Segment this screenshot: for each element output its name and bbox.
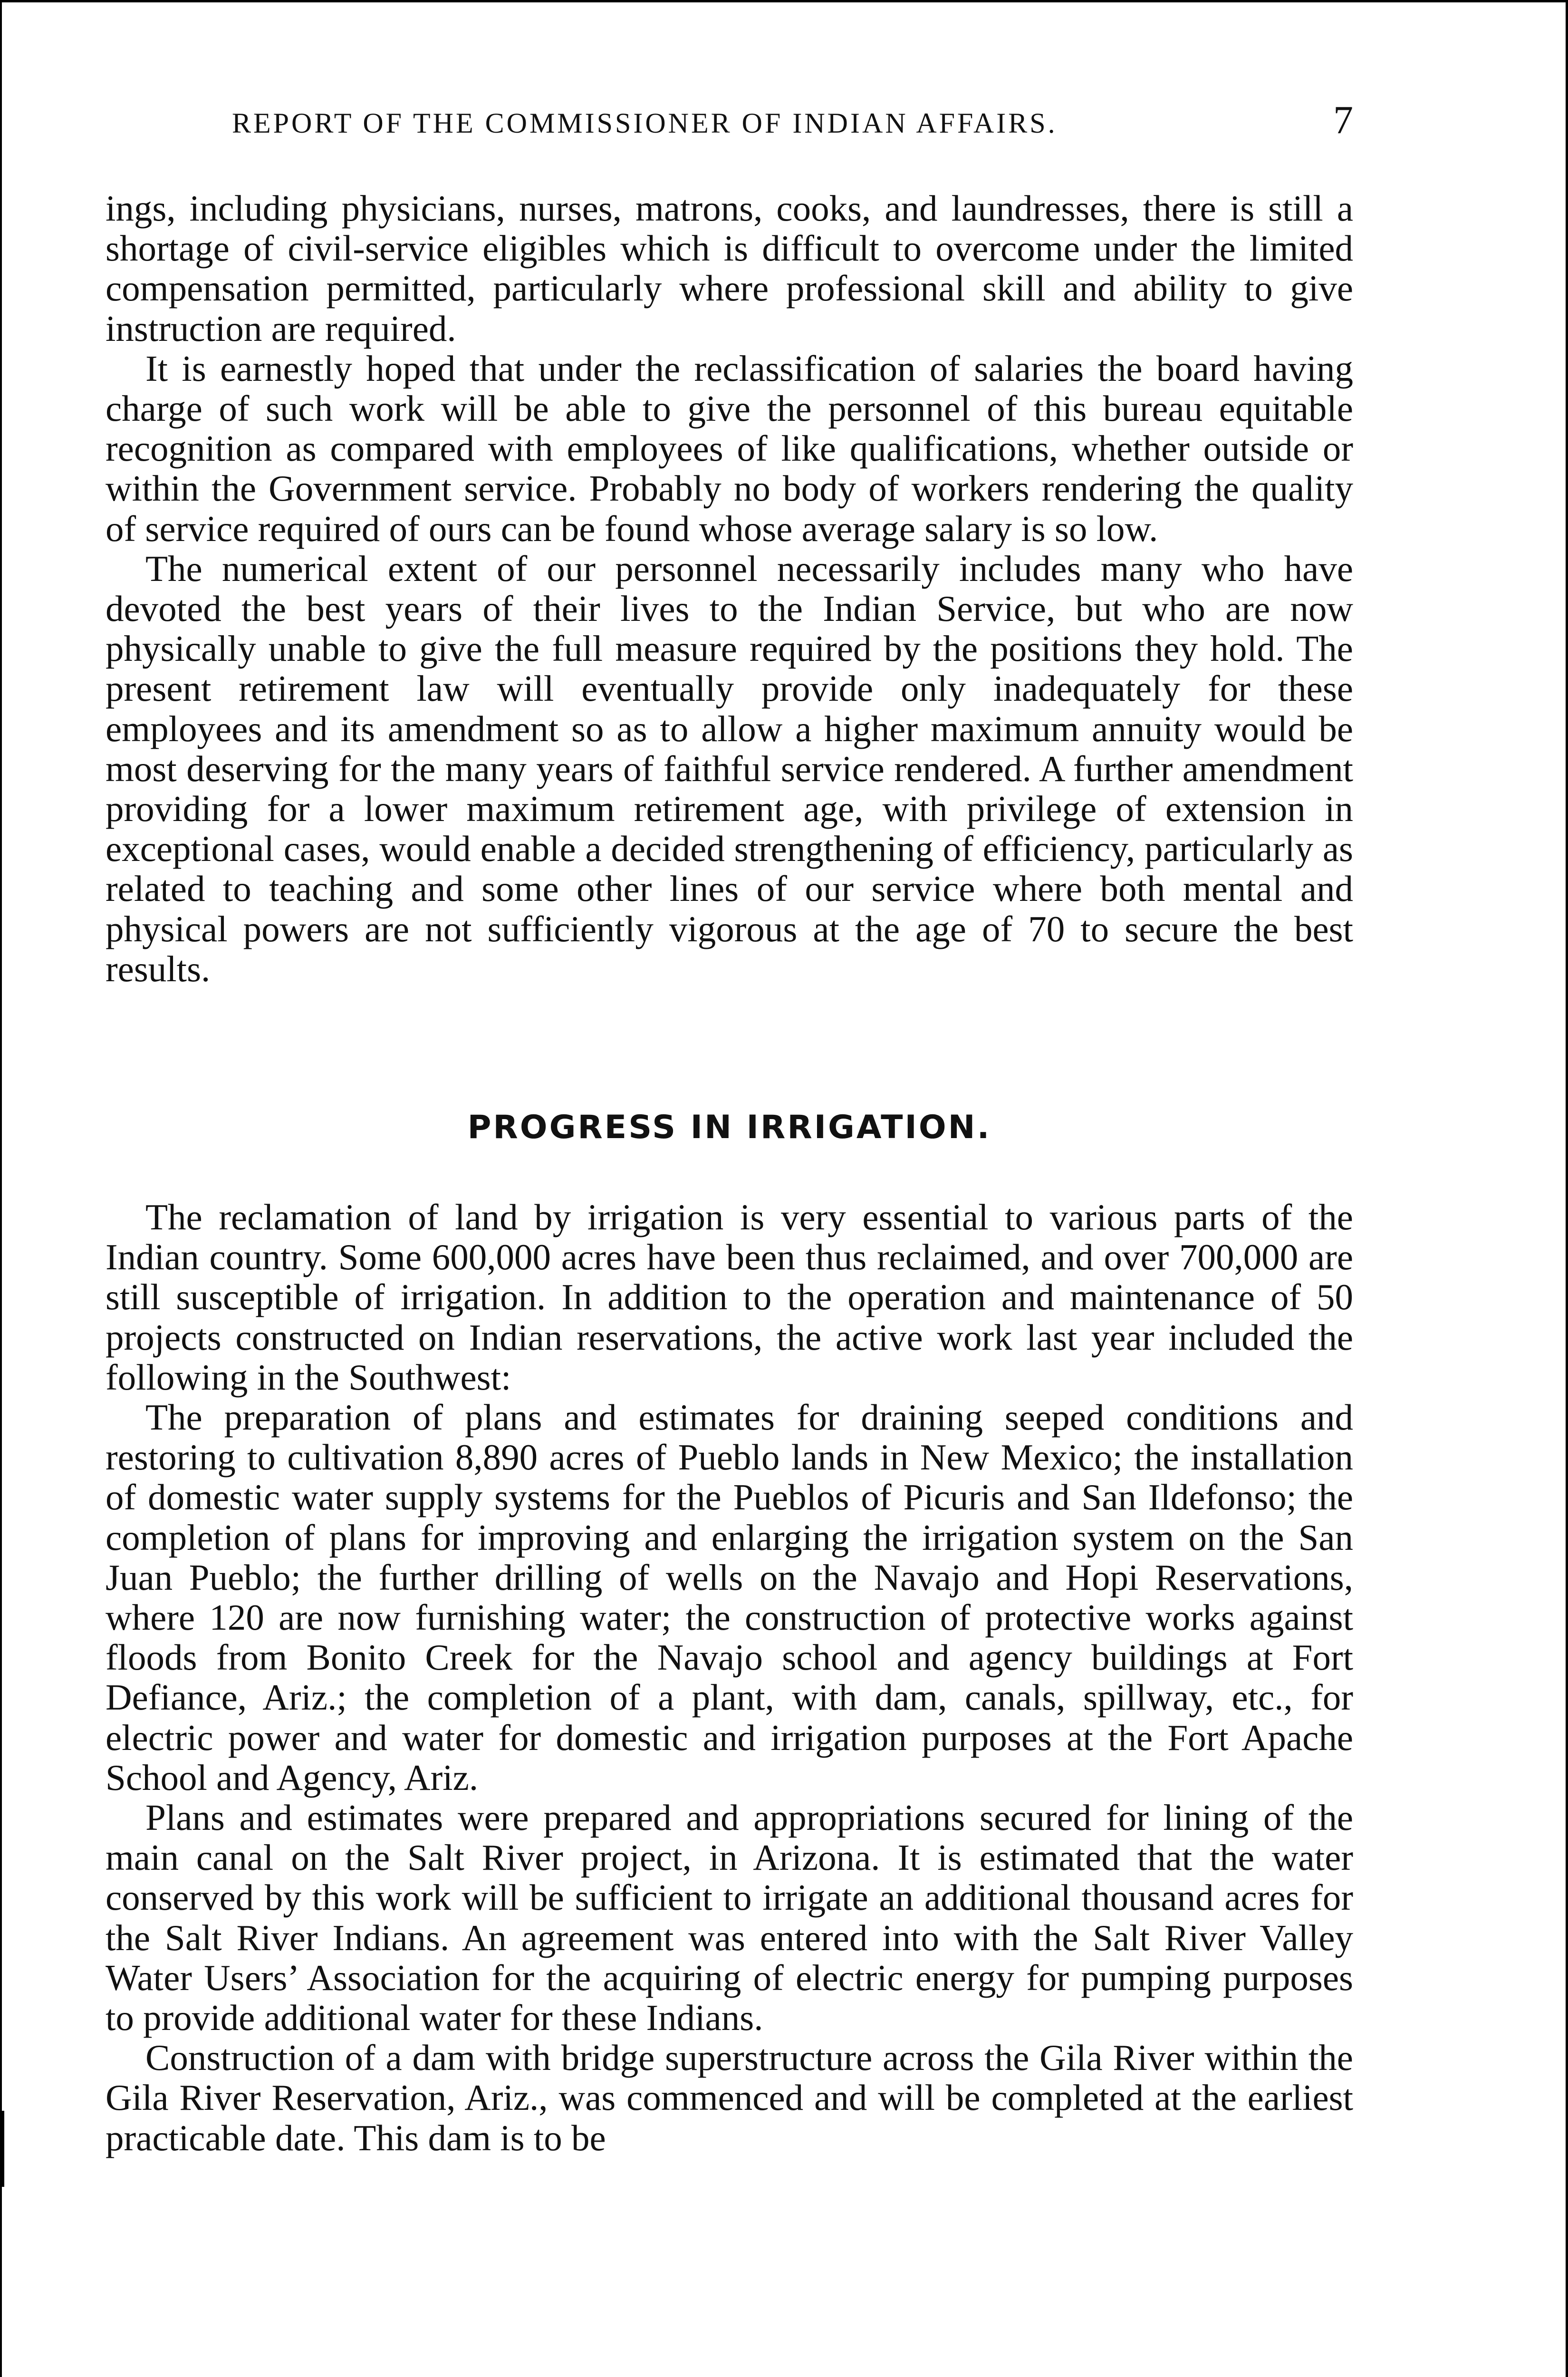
- paragraph: ings, including physicians, nurses, matrons, cooks, and laundresses, there is still a shortage of civil-service eligibles which is difficult to overcome under the limited compensation permitted, particularly where professional skill and ability to give instruction are required.: [106, 188, 1353, 349]
- paragraph: The preparation of plans and estimates for draining seeped conditions and restoring to cultivation 8,890 acres of Pueblo lands in New Mexico; the installation of domestic water supply systems for the Pueblos of Picuris and San Ildefonso; the completion of plans for improving and enlarging the irrigation system on the San Juan Pueblo; the further drilling of wells on the Navajo and Hopi Reservations, where 120 are now furnishing water; the construction of protective works against floods from Bonito Creek for the Navajo school and agency buildings at Fort Defiance, Ariz.; the completion of a plant, with dam, canals, spillway, etc., for electric power and water for domestic and irrigation purposes at the Fort Apache School and Agency, Ariz.: [106, 1397, 1353, 1798]
- scan-border-left: [0, 0, 2, 2377]
- paragraph: Plans and estimates were prepared and appropriations secured for lining of the main canal on the Salt River project, in Arizona. It is estimated that the water conserved by this work will be sufficient to irrigate an additional thousand acres for the Salt River Indians. An agreement was entered into with the Salt River Valley Water Users’ Association for the acquiring of electric energy for pumping purposes to provide additional water for these Indians.: [106, 1797, 1353, 2039]
- body-text-before-heading: [106, 188, 1353, 989]
- page-number: 7: [1333, 98, 1353, 142]
- paragraph: The numerical extent of our personnel necessarily includes many who have devoted the best years of their lives to the Indian Service, but who are now physically unable to give the full measure required by the positions they hold. The present retirement law will eventually provide only inadequately for these employees and its amendment so as to allow a higher maximum annuity would be most deserving for the many years of faithful service rendered. A further amendment providing for a lower maximum retirement age, with privilege of extension in exceptional cases, would enable a decided strengthening of efficiency, particularly as related to teaching and some other lines of our service where both mental and physical powers are not sufficiently vigorous at the age of 70 to secure the best results.: [106, 548, 1353, 989]
- running-head: [106, 97, 1353, 145]
- running-title: REPORT OF THE COMMISSIONER OF INDIAN AFFAIRS.: [232, 107, 1058, 139]
- scan-border-top: [0, 0, 1568, 2]
- body-text-after-heading: [106, 1197, 1353, 2158]
- paragraph: Construction of a dam with bridge superstructure across the Gila River within the Gila River Reservation, Ariz., was commenced and will be completed at the earliest practicable date. This dam is to be: [106, 2037, 1353, 2158]
- paragraph: The reclamation of land by irrigation is very essential to various parts of the Indian country. Some 600,000 acres have been thus reclaimed, and over 700,000 are still susceptible of irrigation. In addition to the operation and maintenance of 50 projects constructed on Indian reservations, the active work last year included the following in the Southwest:: [106, 1197, 1353, 1398]
- paragraph: It is earnestly hoped that under the reclassification of salaries the board having charge of such work will be able to give the personnel of this bureau equitable recognition as compared with employees of like qualifications, whether outside or within the Government service. Probably no body of workers rendering the quality of service required of ours can be found whose average salary is so low.: [106, 348, 1353, 549]
- scan-border-right: [1566, 0, 1568, 2377]
- scan-edge-mark: [0, 2111, 4, 2187]
- section-heading: PROGRESS IN IRRIGATION.: [467, 1109, 991, 1146]
